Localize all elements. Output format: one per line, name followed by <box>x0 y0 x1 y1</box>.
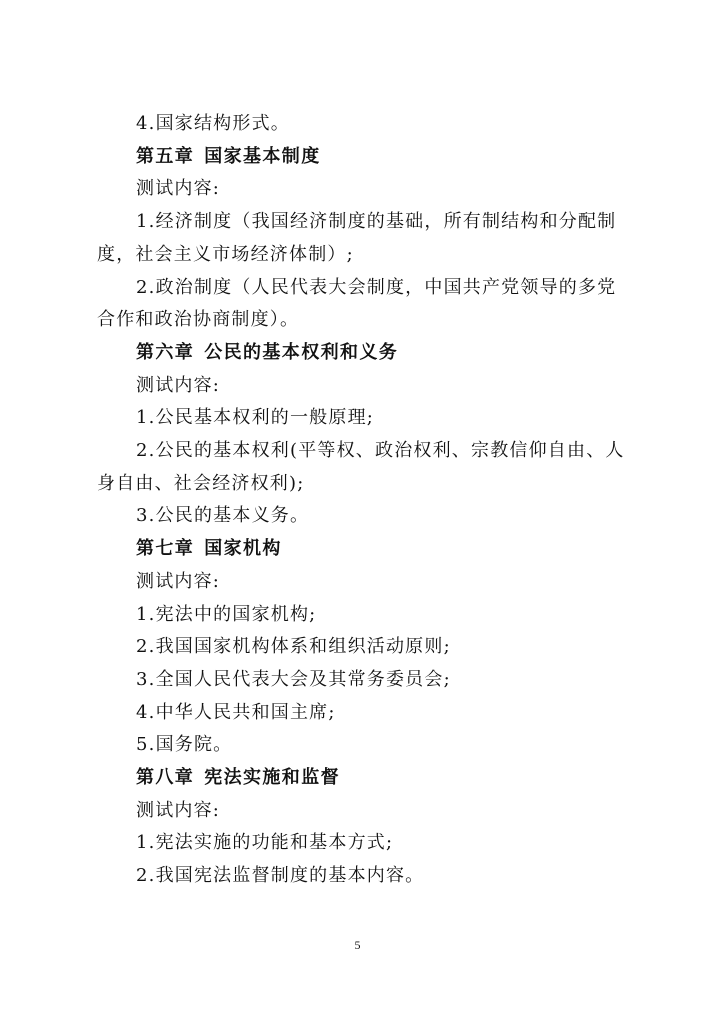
list-item: 4.国家结构形式。 <box>136 113 290 134</box>
paragraph-continuation: 合作和政治协商制度）。 <box>97 309 300 331</box>
chapter-number: 第六章 <box>136 341 195 363</box>
list-item: 1.公民基本权利的一般原理; <box>136 407 375 429</box>
chapter-heading <box>0 537 715 561</box>
list-item: 1.宪法实施的功能和基本方式; <box>136 832 394 854</box>
test-content-label: 测试内容: <box>136 570 221 592</box>
test-content-label: 测试内容: <box>136 799 221 821</box>
paragraph-continuation: 身自由、社会经济权利); <box>97 472 305 494</box>
chapter-title: 公民的基本权利和义务 <box>204 341 399 363</box>
list-item: 2.我国宪法监督制度的基本内容。 <box>136 865 425 887</box>
list-item: 5.国务院。 <box>136 734 233 756</box>
chapter-number: 第八章 <box>136 767 195 788</box>
chapter-title: 宪法实施和监督 <box>204 767 341 788</box>
chapter-heading <box>0 766 715 790</box>
list-item: 2.政治制度（人民代表大会制度，中国共产党领导的多党 <box>136 276 617 298</box>
chapter-heading <box>0 341 715 365</box>
chapter-number: 第七章 <box>136 538 195 560</box>
list-item: 2.我国国家机构体系和组织活动原则; <box>136 636 451 658</box>
chapter-number: 第五章 <box>136 145 195 167</box>
list-item: 1.宪法中的国家机构; <box>136 603 317 625</box>
test-content-label: 测试内容: <box>136 178 221 200</box>
chapter-heading <box>0 145 715 169</box>
chapter-title: 国家机构 <box>204 538 282 560</box>
list-item: 1.经济制度（我国经济制度的基础，所有制结构和分配制 <box>136 211 617 233</box>
paragraph-continuation: 度，社会主义市场经济体制）; <box>97 243 354 265</box>
list-item: 4.中华人民共和国主席; <box>136 701 336 723</box>
page-number: 5 <box>354 938 361 952</box>
list-item: 2.公民的基本权利(平等权、政治权利、宗教信仰自由、人 <box>136 440 625 461</box>
list-item: 3.全国人民代表大会及其常务委员会; <box>136 668 451 690</box>
chapter-title: 国家基本制度 <box>204 145 321 167</box>
list-item: 3.公民的基本义务。 <box>136 505 310 527</box>
test-content-label: 测试内容: <box>136 374 221 396</box>
